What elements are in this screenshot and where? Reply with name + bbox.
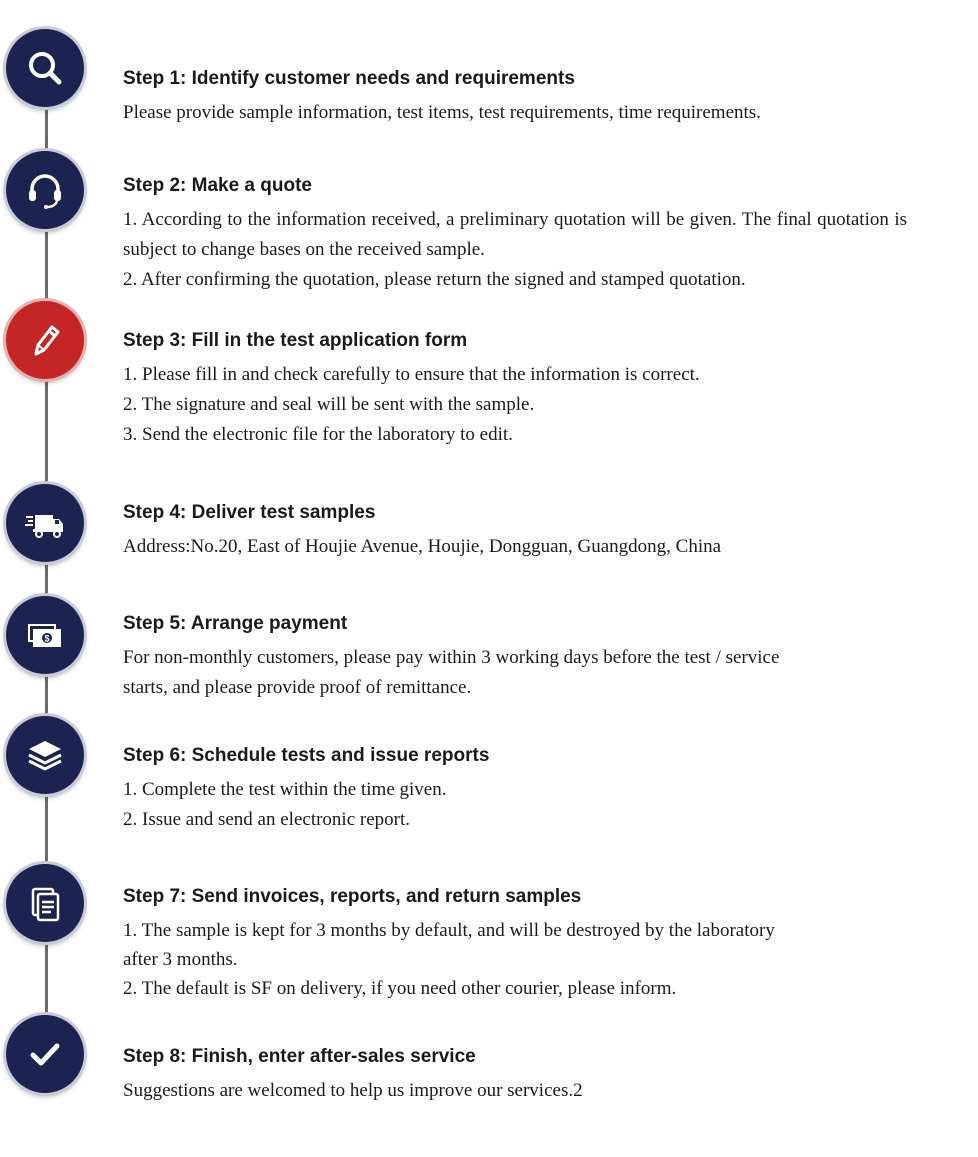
step-4: [123, 500, 923, 562]
step-text: 1. The sample is kept for 3 months by default, and will be destroyed by the laboratory: [123, 920, 775, 941]
document-icon: [6, 864, 84, 942]
step-text: Please provide sample information, test items, test requirements, time requirements.: [123, 102, 761, 123]
step-text: 1. According to the information received, a preliminary quotation will be given. The final quotation is subject to change bases on the received sample.: [123, 209, 907, 260]
delivery-truck-icon: [6, 484, 84, 562]
step-5: [123, 611, 923, 703]
step-7: [123, 884, 923, 1003]
step-title: Step 1: Identify customer needs and requirements: [123, 68, 575, 89]
step-text: after 3 months.: [123, 949, 238, 970]
step-text: Suggestions are welcomed to help us improve our services.2: [123, 1080, 583, 1101]
layers-icon: [6, 716, 84, 794]
checkmark-icon: [6, 1015, 84, 1093]
step-title: Step 4: Deliver test samples: [123, 502, 376, 523]
step-text: 1. Complete the test within the time given.: [123, 779, 447, 800]
step-title: Step 8: Finish, enter after-sales service: [123, 1046, 476, 1067]
step-text: 2. The signature and seal will be sent with the sample.: [123, 394, 535, 415]
step-title: Step 3: Fill in the test application form: [123, 330, 468, 351]
step-2: [123, 173, 923, 295]
step-8: [123, 1044, 923, 1106]
step-text: starts, and please provide proof of remittance.: [123, 677, 472, 698]
step-title: Step 2: Make a quote: [123, 175, 312, 196]
step-title: Step 7: Send invoices, reports, and return samples: [123, 886, 582, 907]
step-3: [123, 328, 923, 450]
search-icon: [6, 29, 84, 107]
svg-text:$: $: [44, 633, 50, 644]
pencil-icon: [6, 301, 84, 379]
step-title: Step 5: Arrange payment: [123, 613, 348, 634]
step-6: [123, 743, 923, 835]
step-text: 2. After confirming the quotation, please return the signed and stamped quotation.: [123, 269, 746, 290]
step-text: 2. Issue and send an electronic report.: [123, 809, 411, 830]
headset-icon: [6, 151, 84, 229]
step-1: [123, 66, 923, 128]
step-text: For non-monthly customers, please pay within 3 working days before the test / service: [123, 647, 780, 668]
step-text: 2. The default is SF on delivery, if you need other courier, please inform.: [123, 978, 677, 999]
step-text: 3. Send the electronic file for the laboratory to edit.: [123, 424, 513, 445]
money-icon: [6, 596, 84, 674]
step-text: Address:No.20, East of Houjie Avenue, Houjie, Dongguan, Guangdong, China: [123, 536, 722, 557]
step-title: Step 6: Schedule tests and issue reports: [123, 745, 490, 766]
step-text: 1. Please fill in and check carefully to ensure that the information is correct.: [123, 364, 700, 385]
